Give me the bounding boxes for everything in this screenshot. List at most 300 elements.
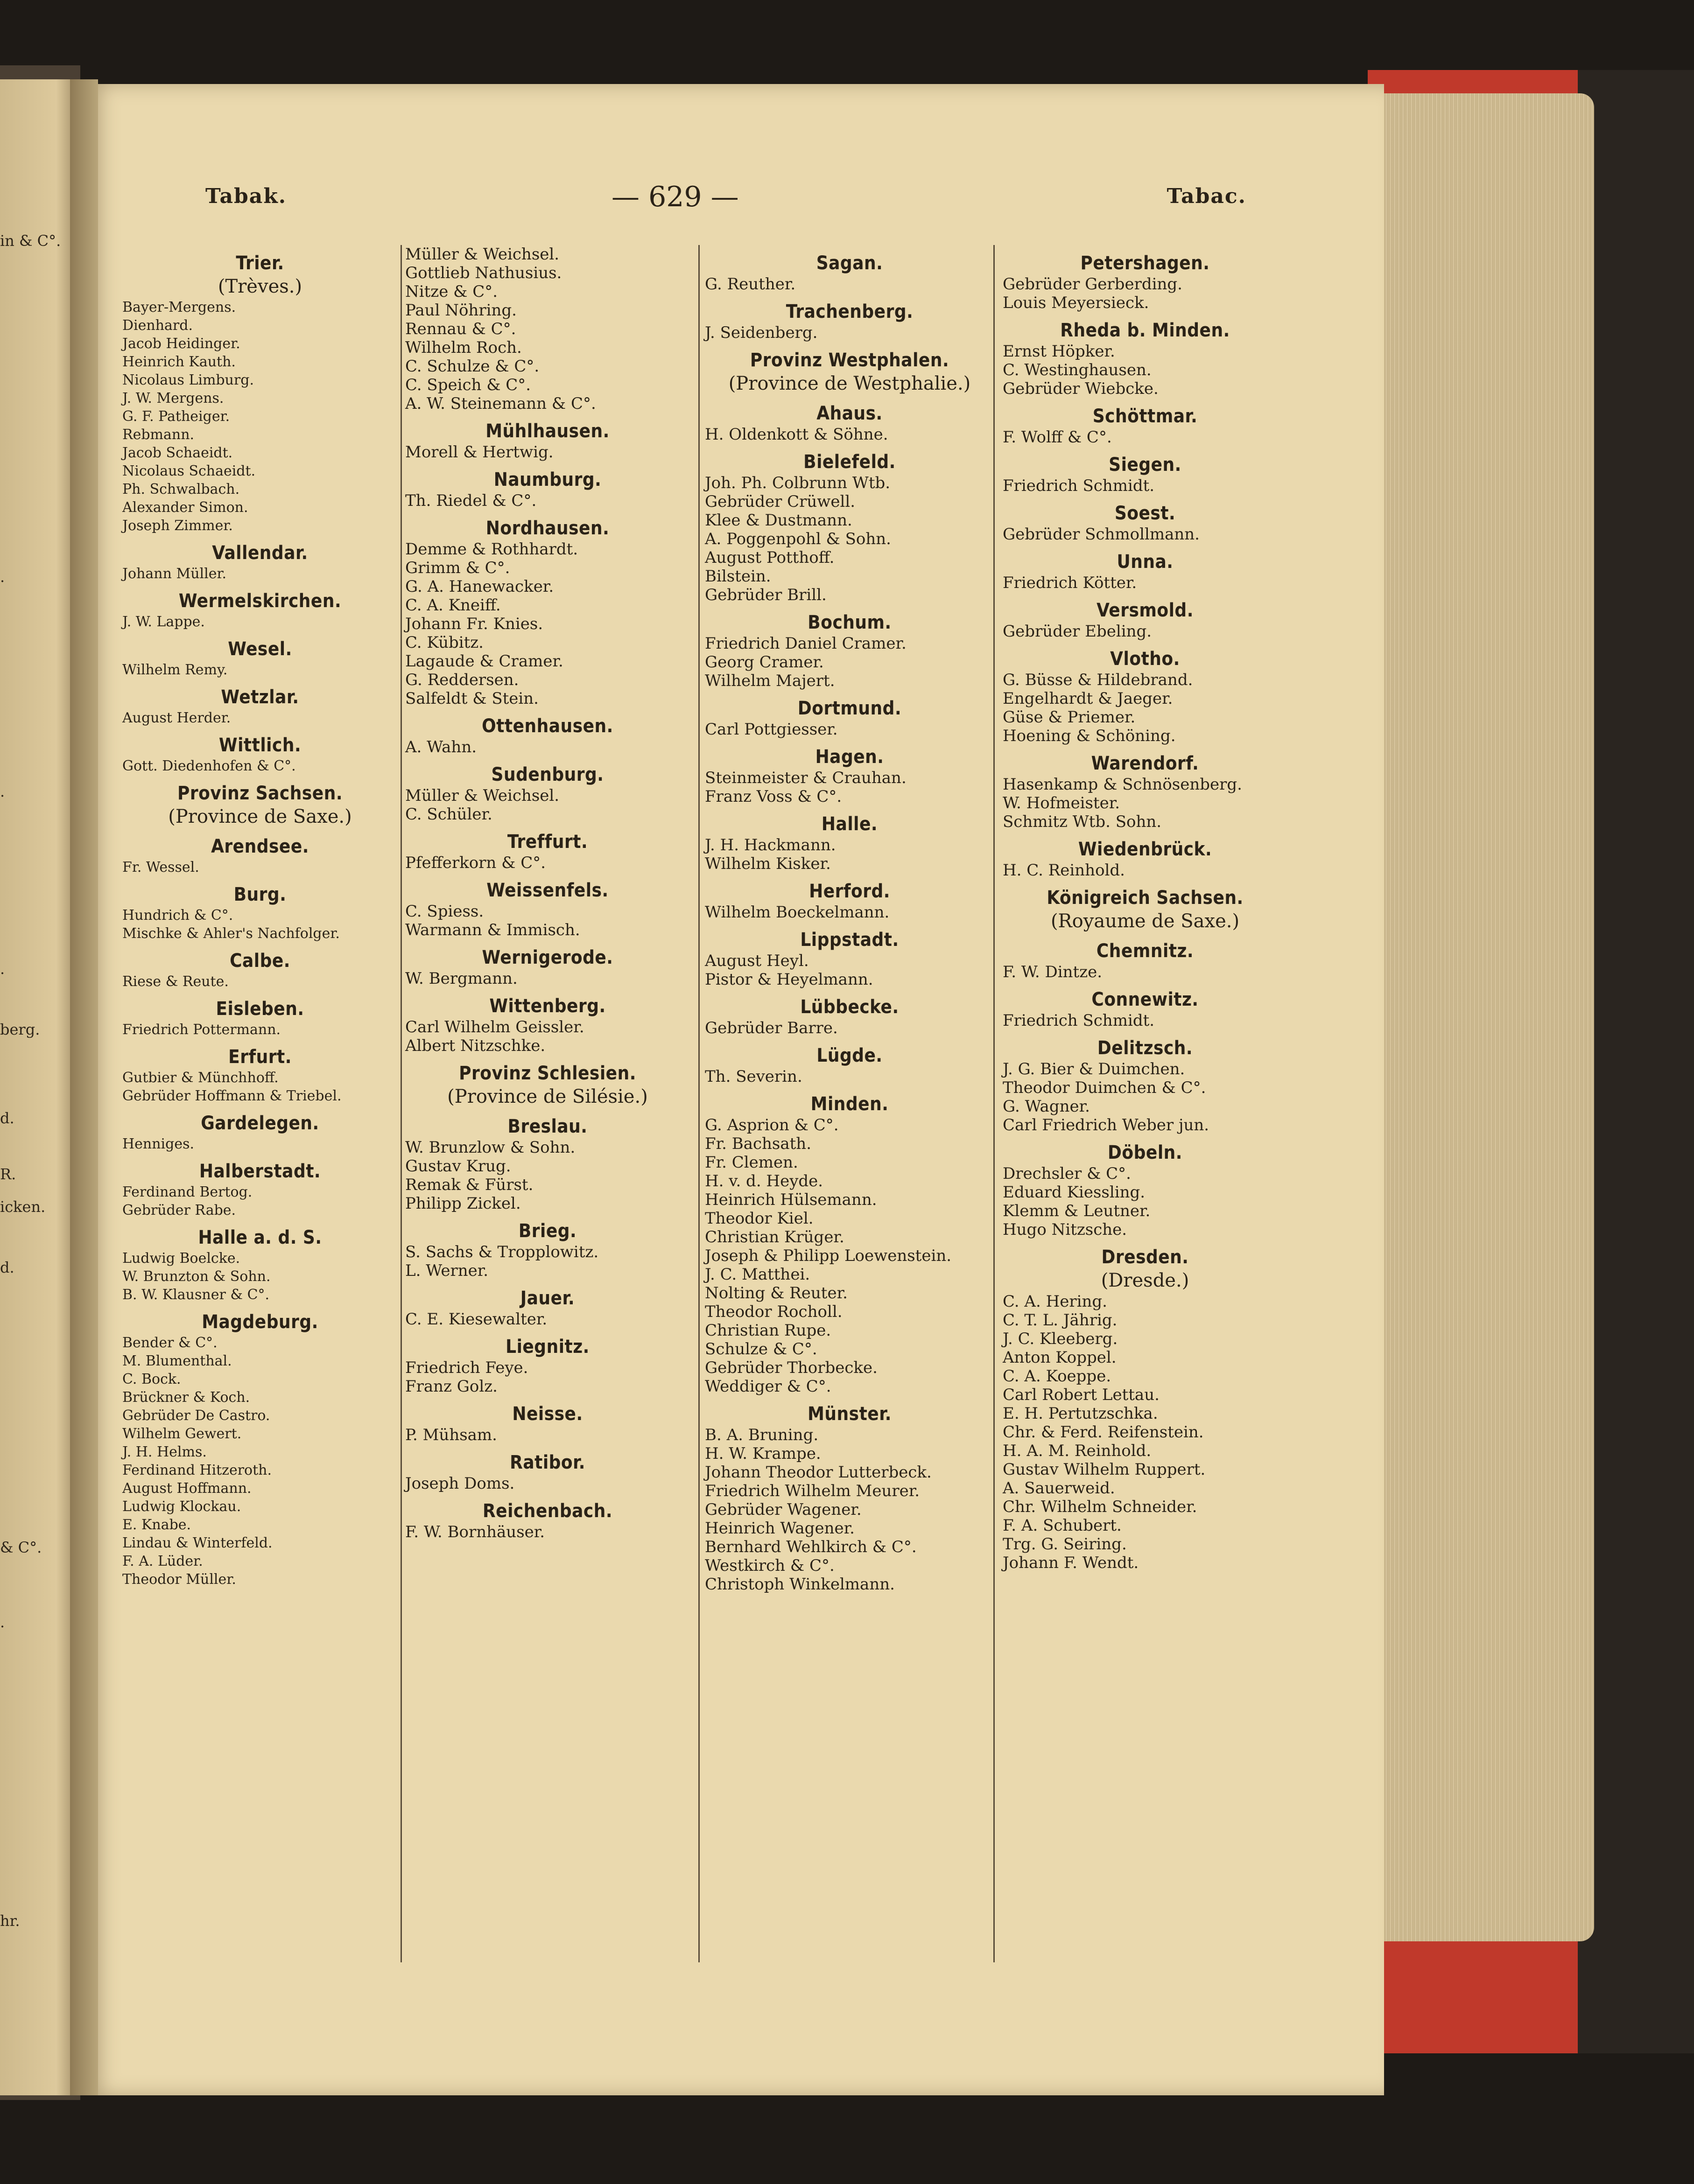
city-heading: Neisse. xyxy=(512,1403,583,1425)
left-page-fragment: . xyxy=(0,783,5,800)
firm-name: Heinrich Kauth. xyxy=(122,354,236,370)
city-heading: Dortmund. xyxy=(797,698,902,719)
firm-name: C. Schüler. xyxy=(405,805,492,824)
firm-name: C. Kübitz. xyxy=(405,633,484,652)
directory-entry xyxy=(1003,939,1287,981)
left-page-fragment: . xyxy=(0,568,5,586)
firm-name: Müller & Weichsel. xyxy=(405,786,560,805)
city-heading: Minden. xyxy=(810,1093,889,1115)
firm-name: Gebrüder Barre. xyxy=(705,1019,838,1037)
firm-name: B. A. Bruning. xyxy=(705,1426,819,1444)
directory-entry xyxy=(405,1451,690,1493)
city-heading: Döbeln. xyxy=(1108,1142,1182,1163)
city-heading: Warendorf. xyxy=(1091,753,1199,774)
region-subtitle: (Province de Silésie.) xyxy=(447,1086,648,1107)
firm-name: S. Sachs & Tropplowitz. xyxy=(405,1243,599,1261)
column-4 xyxy=(1003,245,1287,1572)
left-page-fragment: . xyxy=(0,960,5,978)
city-heading: Reichenbach. xyxy=(482,1500,613,1522)
directory-entry xyxy=(405,994,690,1055)
firm-name: August Heyl. xyxy=(705,952,809,970)
firm-name: Fr. Clemen. xyxy=(705,1153,798,1172)
city-heading: Chemnitz. xyxy=(1096,940,1194,962)
directory-entry xyxy=(122,1310,398,1589)
firm-name: J. H. Hackmann. xyxy=(705,836,836,854)
city-heading: Nordhausen. xyxy=(485,518,610,539)
firm-name: Wilhelm Roch. xyxy=(405,338,522,357)
directory-entry xyxy=(705,928,994,989)
firm-name: B. W. Klausner & C°. xyxy=(122,1287,270,1303)
firm-name: M. Blumenthal. xyxy=(122,1353,232,1369)
firm-name: Klemm & Leutner. xyxy=(1003,1202,1151,1220)
directory-entry xyxy=(405,1499,690,1541)
firm-name: Dienhard. xyxy=(122,317,193,334)
directory-entry xyxy=(1003,502,1287,544)
firm-name: J. G. Bier & Duimchen. xyxy=(1003,1060,1185,1078)
firm-name: H. v. d. Heyde. xyxy=(705,1172,823,1190)
directory-entry xyxy=(1003,599,1287,641)
firm-name: H. A. M. Reinhold. xyxy=(1003,1442,1152,1460)
city-heading: Provinz Westphalen. xyxy=(750,350,949,371)
directory-entry xyxy=(705,611,994,690)
firm-name: G. Reuther. xyxy=(705,275,796,294)
firm-name: Friedrich Feye. xyxy=(405,1358,528,1377)
directory-entry xyxy=(122,1160,398,1219)
city-heading: Bochum. xyxy=(808,612,892,633)
city-heading: Lübbecke. xyxy=(800,996,899,1018)
city-heading: Sagan. xyxy=(816,252,883,274)
directory-entry xyxy=(122,252,398,535)
firm-name: Friedrich Kötter. xyxy=(1003,574,1137,592)
firm-name: Westkirch & C°. xyxy=(705,1556,835,1575)
firm-name: Wilhelm Remy. xyxy=(122,662,228,678)
firm-name: Ernst Höpker. xyxy=(1003,342,1115,361)
firm-name: Jacob Heidinger. xyxy=(122,336,240,352)
firm-name: Georg Cramer. xyxy=(705,653,824,672)
firm-name: Bilstein. xyxy=(705,567,771,586)
directory-entry xyxy=(1003,752,1287,831)
firm-name: Carl Wilhelm Geissler. xyxy=(405,1018,584,1036)
city-heading: Connewitz. xyxy=(1091,989,1199,1010)
firm-name: Th. Riedel & C°. xyxy=(405,491,537,510)
column-rule xyxy=(698,245,700,1962)
directory-entry xyxy=(405,1219,690,1280)
firm-name: Christian Rupe. xyxy=(705,1321,831,1340)
directory-entry xyxy=(705,995,994,1037)
column-1 xyxy=(122,245,398,1589)
firm-name: Franz Golz. xyxy=(405,1377,498,1396)
city-heading: Magdeburg. xyxy=(202,1311,318,1333)
directory-entry xyxy=(122,835,398,876)
firm-name: L. Werner. xyxy=(405,1261,489,1280)
firm-name: G. Asprion & C°. xyxy=(705,1116,839,1134)
firm-name: J. C. Kleeberg. xyxy=(1003,1330,1118,1348)
city-heading: Trachenberg. xyxy=(786,301,914,322)
firm-name: Bayer-Mergens. xyxy=(122,299,236,315)
city-heading: Mühlhausen. xyxy=(485,420,610,442)
directory-entry xyxy=(122,589,398,631)
directory-entry xyxy=(122,1226,398,1304)
directory-entry xyxy=(122,637,398,679)
directory-entry xyxy=(122,883,398,943)
firm-name: Anton Koppel. xyxy=(1003,1348,1117,1367)
firm-name: Friedrich Schmidt. xyxy=(1003,476,1155,495)
firm-name: Carl Pottgiesser. xyxy=(705,720,838,739)
firm-name: A. Poggenpohl & Sohn. xyxy=(705,530,891,548)
firm-name: P. Mühsam. xyxy=(405,1426,497,1444)
directory-entry xyxy=(705,812,994,873)
firm-name: Brückner & Koch. xyxy=(122,1389,250,1406)
directory-entry xyxy=(122,997,398,1039)
city-heading: Jauer. xyxy=(520,1288,575,1309)
firm-name: Johann F. Wendt. xyxy=(1003,1554,1139,1572)
city-heading: Erfurt. xyxy=(228,1046,292,1068)
firm-name: Carl Robert Lettau. xyxy=(1003,1386,1160,1404)
city-heading: Schöttmar. xyxy=(1092,406,1198,427)
city-heading: Herford. xyxy=(809,881,890,902)
directory-entry xyxy=(405,1335,690,1396)
directory-entry xyxy=(405,714,690,756)
firm-name: Mischke & Ahler's Nachfolger. xyxy=(122,925,340,942)
left-page-fragment: icken. xyxy=(0,1198,46,1216)
directory-entry xyxy=(405,830,690,872)
firm-name: C. T. L. Jährig. xyxy=(1003,1311,1118,1330)
firm-name: Trg. G. Seiring. xyxy=(1003,1535,1127,1554)
firm-name: Bender & C°. xyxy=(122,1335,218,1351)
right-cover-dark xyxy=(1578,70,1694,2053)
firm-name: Schulze & C°. xyxy=(705,1340,817,1358)
directory-entry xyxy=(1003,319,1287,398)
firm-name: Heinrich Wagener. xyxy=(705,1519,855,1538)
firm-name: Demme & Rothhardt. xyxy=(405,540,578,559)
firm-name: Pfefferkorn & C°. xyxy=(405,854,546,872)
directory-entry xyxy=(405,517,690,708)
column-3 xyxy=(705,245,994,1594)
firm-name: Alexander Simon. xyxy=(122,499,248,516)
firm-name: Wilhelm Boeckelmann. xyxy=(705,903,890,922)
firm-name: G. Reddersen. xyxy=(405,671,519,689)
city-heading: Wesel. xyxy=(228,638,292,660)
city-heading: Trier. xyxy=(236,252,284,274)
gutter xyxy=(70,79,98,2095)
directory-entry xyxy=(1003,405,1287,447)
firm-name: C. Westinghausen. xyxy=(1003,361,1152,379)
firm-name: Gebrüder Ebeling. xyxy=(1003,622,1152,641)
firm-name: E. H. Pertutzschka. xyxy=(1003,1404,1158,1423)
directory-entry xyxy=(705,1044,994,1086)
firm-name: Nicolaus Schaeidt. xyxy=(122,463,256,479)
firm-name: F. Wolff & C°. xyxy=(1003,428,1112,447)
firm-name: Albert Nitzschke. xyxy=(405,1036,546,1055)
directory-entry xyxy=(122,734,398,775)
firm-name: F. A. Lüder. xyxy=(122,1553,203,1569)
directory-entry xyxy=(405,420,690,462)
firm-name: Güse & Priemer. xyxy=(1003,708,1136,727)
directory-entry xyxy=(405,1287,690,1329)
directory-entry xyxy=(705,349,994,395)
firm-name: Gebrüder Rabe. xyxy=(122,1202,236,1218)
city-heading: Liegnitz. xyxy=(506,1336,590,1358)
firm-name: Friedrich Wilhelm Meurer. xyxy=(705,1482,920,1500)
directory-entry xyxy=(405,946,690,988)
firm-name: W. Brunzton & Sohn. xyxy=(122,1268,271,1285)
firm-name: Johann Fr. Knies. xyxy=(405,615,543,633)
directory-entry xyxy=(705,745,994,806)
page-edges xyxy=(1379,93,1594,1941)
firm-name: G. A. Hanewacker. xyxy=(405,577,554,596)
firm-name: Joseph Doms. xyxy=(405,1474,515,1493)
firm-name: C. A. Hering. xyxy=(1003,1292,1107,1311)
city-heading: Weissenfels. xyxy=(486,880,609,901)
firm-name: Ludwig Boelcke. xyxy=(122,1250,240,1267)
firm-name: Theodor Müller. xyxy=(122,1571,236,1588)
directory-entry xyxy=(405,763,690,824)
firm-name: Gebrüder Gerberding. xyxy=(1003,275,1182,294)
firm-name: Chr. & Ferd. Reifenstein. xyxy=(1003,1423,1204,1442)
directory-entry xyxy=(1003,886,1287,933)
firm-name: Franz Voss & C°. xyxy=(705,787,842,806)
firm-name: Steinmeister & Crauhan. xyxy=(705,769,907,787)
firm-name: Gebrüder Hoffmann & Triebel. xyxy=(122,1088,342,1104)
city-heading: Gardelegen. xyxy=(201,1113,319,1134)
firm-name: Pistor & Heyelmann. xyxy=(705,970,873,989)
firm-name: G. Büsse & Hildebrand. xyxy=(1003,671,1193,689)
firm-name: A. Wahn. xyxy=(405,738,477,756)
firm-name: Friedrich Daniel Cramer. xyxy=(705,634,907,653)
city-heading: Breslau. xyxy=(507,1116,588,1137)
city-heading: Ahaus. xyxy=(816,403,883,424)
firm-name: C. Schulze & C°. xyxy=(405,357,540,376)
city-heading: Halle. xyxy=(821,813,878,835)
firm-name: G. Wagner. xyxy=(1003,1097,1090,1116)
firm-name: Gebrüder Wiebcke. xyxy=(1003,379,1159,398)
city-heading: Ottenhausen. xyxy=(482,715,613,737)
firm-name: Engelhardt & Jaeger. xyxy=(1003,689,1173,708)
column-2 xyxy=(405,245,690,1541)
firm-name: Joseph & Philipp Loewenstein. xyxy=(705,1246,952,1265)
firm-name: Ph. Schwalbach. xyxy=(122,481,240,497)
directory-entry xyxy=(405,245,690,413)
city-heading: Wiedenbrück. xyxy=(1078,839,1212,860)
firm-name: C. E. Kiesewalter. xyxy=(405,1310,548,1329)
firm-name: Louis Meyersieck. xyxy=(1003,294,1149,312)
left-page-fragment: . xyxy=(0,1613,5,1631)
firm-name: C. Bock. xyxy=(122,1371,181,1387)
city-heading: Wernigerode. xyxy=(482,947,613,968)
firm-name: A. W. Steinemann & C°. xyxy=(405,394,596,413)
city-heading: Siegen. xyxy=(1109,454,1181,476)
firm-name: Joh. Ph. Colbrunn Wtb. xyxy=(705,474,891,492)
firm-name: C. Speich & C°. xyxy=(405,376,531,394)
city-heading: Eisleben. xyxy=(216,998,304,1020)
firm-name: Gebrüder Schmollmann. xyxy=(1003,525,1200,544)
firm-name: Philipp Zickel. xyxy=(405,1194,521,1213)
directory-entry xyxy=(405,879,690,939)
city-heading: Calbe. xyxy=(230,950,290,972)
firm-name: J. Seidenberg. xyxy=(705,323,818,342)
city-heading: Provinz Sachsen. xyxy=(177,783,343,804)
firm-name: Wilhelm Majert. xyxy=(705,672,835,690)
directory-entry xyxy=(1003,1036,1287,1134)
city-heading: Wittlich. xyxy=(218,735,302,756)
firm-name: H. W. Krampe. xyxy=(705,1444,821,1463)
firm-name: Joseph Zimmer. xyxy=(122,518,233,534)
firm-name: F. W. Dintze. xyxy=(1003,963,1103,981)
firm-name: H. C. Reinhold. xyxy=(1003,861,1125,880)
directory-entry xyxy=(1003,647,1287,745)
firm-name: J. C. Matthei. xyxy=(705,1265,810,1284)
directory-entry xyxy=(705,300,994,342)
region-subtitle: (Province de Saxe.) xyxy=(168,806,352,827)
region-subtitle: (Province de Westphalie.) xyxy=(728,373,971,394)
firm-name: Johann Theodor Lutterbeck. xyxy=(705,1463,932,1482)
left-page-edge xyxy=(0,79,80,2095)
firm-name: Hoening & Schöning. xyxy=(1003,727,1176,745)
firm-name: W. Bergmann. xyxy=(405,969,518,988)
city-heading: Unna. xyxy=(1117,551,1174,573)
firm-name: Carl Friedrich Weber jun. xyxy=(1003,1116,1209,1134)
directory-entry xyxy=(705,1402,994,1594)
firm-name: J. W. Mergens. xyxy=(122,390,224,406)
directory-entry xyxy=(405,468,690,510)
left-page-fragment: hr. xyxy=(0,1912,20,1930)
firm-name: Gebrüder Wagener. xyxy=(705,1500,862,1519)
directory-entry xyxy=(705,402,994,444)
firm-name: Hugo Nitzsche. xyxy=(1003,1220,1127,1239)
firm-name: Riese & Reute. xyxy=(122,973,229,990)
header-right-title: Tabac. xyxy=(1167,184,1246,208)
city-heading: Vlotho. xyxy=(1110,648,1180,670)
firm-name: Müller & Weichsel. xyxy=(405,245,560,264)
city-heading: Vallendar. xyxy=(212,542,308,564)
firm-name: C. A. Koeppe. xyxy=(1003,1367,1111,1386)
firm-name: Morell & Hertwig. xyxy=(405,443,554,462)
firm-name: C. Spiess. xyxy=(405,902,484,921)
directory-entry xyxy=(1003,550,1287,592)
firm-name: Heinrich Hülsemann. xyxy=(705,1190,877,1209)
directory-entry xyxy=(122,541,398,583)
city-heading: Treffurt. xyxy=(507,831,588,853)
city-heading: Ratibor. xyxy=(510,1452,585,1473)
city-heading: Wittenberg. xyxy=(489,995,606,1017)
left-page-fragment: & C°. xyxy=(0,1539,42,1556)
directory-entry xyxy=(705,880,994,922)
firm-name: Gebrüder Brill. xyxy=(705,586,827,604)
left-page-fragment: d. xyxy=(0,1109,14,1127)
firm-name: F. A. Schubert. xyxy=(1003,1516,1122,1535)
left-page-fragment: in & C°. xyxy=(0,232,61,250)
firm-name: August Hoffmann. xyxy=(122,1480,252,1497)
firm-name: Schmitz Wtb. Sohn. xyxy=(1003,812,1162,831)
directory-entry xyxy=(705,697,994,739)
firm-name: August Potthoff. xyxy=(705,548,835,567)
firm-name: Wilhelm Gewert. xyxy=(122,1426,242,1442)
firm-name: J. W. Lappe. xyxy=(122,614,205,630)
city-heading: Petershagen. xyxy=(1080,252,1210,274)
firm-name: Hundrich & C°. xyxy=(122,907,233,924)
firm-name: G. F. Patheiger. xyxy=(122,408,230,425)
left-page-fragment: berg. xyxy=(0,1021,40,1038)
firm-name: Gustav Wilhelm Ruppert. xyxy=(1003,1460,1206,1479)
directory-entry xyxy=(1003,252,1287,312)
firm-name: Theodor Duimchen & C°. xyxy=(1003,1078,1206,1097)
firm-name: E. Knabe. xyxy=(122,1517,191,1533)
firm-name: Th. Severin. xyxy=(705,1067,802,1086)
firm-name: Gottlieb Nathusius. xyxy=(405,264,562,282)
directory-entry xyxy=(1003,1141,1287,1239)
directory-entry xyxy=(405,1402,690,1444)
firm-name: A. Sauerweid. xyxy=(1003,1479,1115,1498)
directory-entry xyxy=(1003,838,1287,880)
directory-entry xyxy=(705,1092,994,1396)
directory-entry xyxy=(122,1045,398,1105)
city-heading: Königreich Sachsen. xyxy=(1047,887,1244,909)
firm-name: F. W. Bornhäuser. xyxy=(405,1523,545,1541)
firm-name: W. Brunzlow & Sohn. xyxy=(405,1138,576,1157)
firm-name: Nicolaus Limburg. xyxy=(122,372,254,388)
city-heading: Naumburg. xyxy=(493,469,602,490)
firm-name: Fr. Wessel. xyxy=(122,859,199,875)
city-heading: Versmold. xyxy=(1097,600,1194,621)
firm-name: C. A. Kneiff. xyxy=(405,596,501,615)
city-heading: Lügde. xyxy=(816,1045,883,1066)
firm-name: Johann Müller. xyxy=(122,566,227,582)
firm-name: Salfeldt & Stein. xyxy=(405,689,539,708)
firm-name: Chr. Wilhelm Schneider. xyxy=(1003,1498,1197,1516)
firm-name: Gebrüder De Castro. xyxy=(122,1407,270,1424)
left-page-fragment: R. xyxy=(0,1165,16,1183)
city-heading: Rheda b. Minden. xyxy=(1060,320,1230,341)
directory-entry xyxy=(122,1112,398,1153)
city-heading: Halle a. d. S. xyxy=(198,1227,322,1248)
firm-name: Friedrich Pottermann. xyxy=(122,1022,281,1038)
firm-name: Nolting & Reuter. xyxy=(705,1284,848,1302)
firm-name: Warmann & Immisch. xyxy=(405,921,580,939)
city-heading: Soest. xyxy=(1114,503,1176,524)
firm-name: Jacob Schaeidt. xyxy=(122,445,233,461)
region-subtitle: (Royaume de Saxe.) xyxy=(1050,910,1240,932)
firm-name: Theodor Rocholl. xyxy=(705,1302,843,1321)
firm-name: Wilhelm Kisker. xyxy=(705,854,831,873)
directory-entry xyxy=(122,949,398,991)
firm-name: J. H. Helms. xyxy=(122,1444,207,1460)
region-subtitle: (Dresde.) xyxy=(1101,1270,1189,1291)
directory-entry xyxy=(405,1062,690,1108)
firm-name: Ferdinand Bertog. xyxy=(122,1184,253,1200)
firm-name: Weddiger & C°. xyxy=(705,1377,831,1396)
firm-name: Grimm & C°. xyxy=(405,559,510,577)
firm-name: Rebmann. xyxy=(122,427,195,443)
firm-name: Bernhard Wehlkirch & C°. xyxy=(705,1538,917,1556)
directory-entry xyxy=(405,1115,690,1213)
firm-name: Fr. Bachsath. xyxy=(705,1134,812,1153)
firm-name: W. Hofmeister. xyxy=(1003,794,1120,812)
city-heading: Delitzsch. xyxy=(1097,1037,1193,1059)
firm-name: August Herder. xyxy=(122,710,231,726)
firm-name: Remak & Fürst. xyxy=(405,1176,534,1194)
directory-entry xyxy=(1003,1246,1287,1572)
directory-entry xyxy=(705,450,994,604)
directory-entry xyxy=(122,686,398,727)
firm-name: Klee & Dustmann. xyxy=(705,511,852,530)
firm-name: Gutbier & Münchhoff. xyxy=(122,1070,279,1086)
city-heading: Wermelskirchen. xyxy=(178,590,342,612)
city-heading: Halberstadt. xyxy=(199,1161,321,1182)
city-heading: Dresden. xyxy=(1101,1246,1189,1268)
city-heading: Provinz Schlesien. xyxy=(459,1063,636,1084)
firm-name: Ferdinand Hitzeroth. xyxy=(122,1462,272,1478)
firm-name: Gustav Krug. xyxy=(405,1157,511,1176)
